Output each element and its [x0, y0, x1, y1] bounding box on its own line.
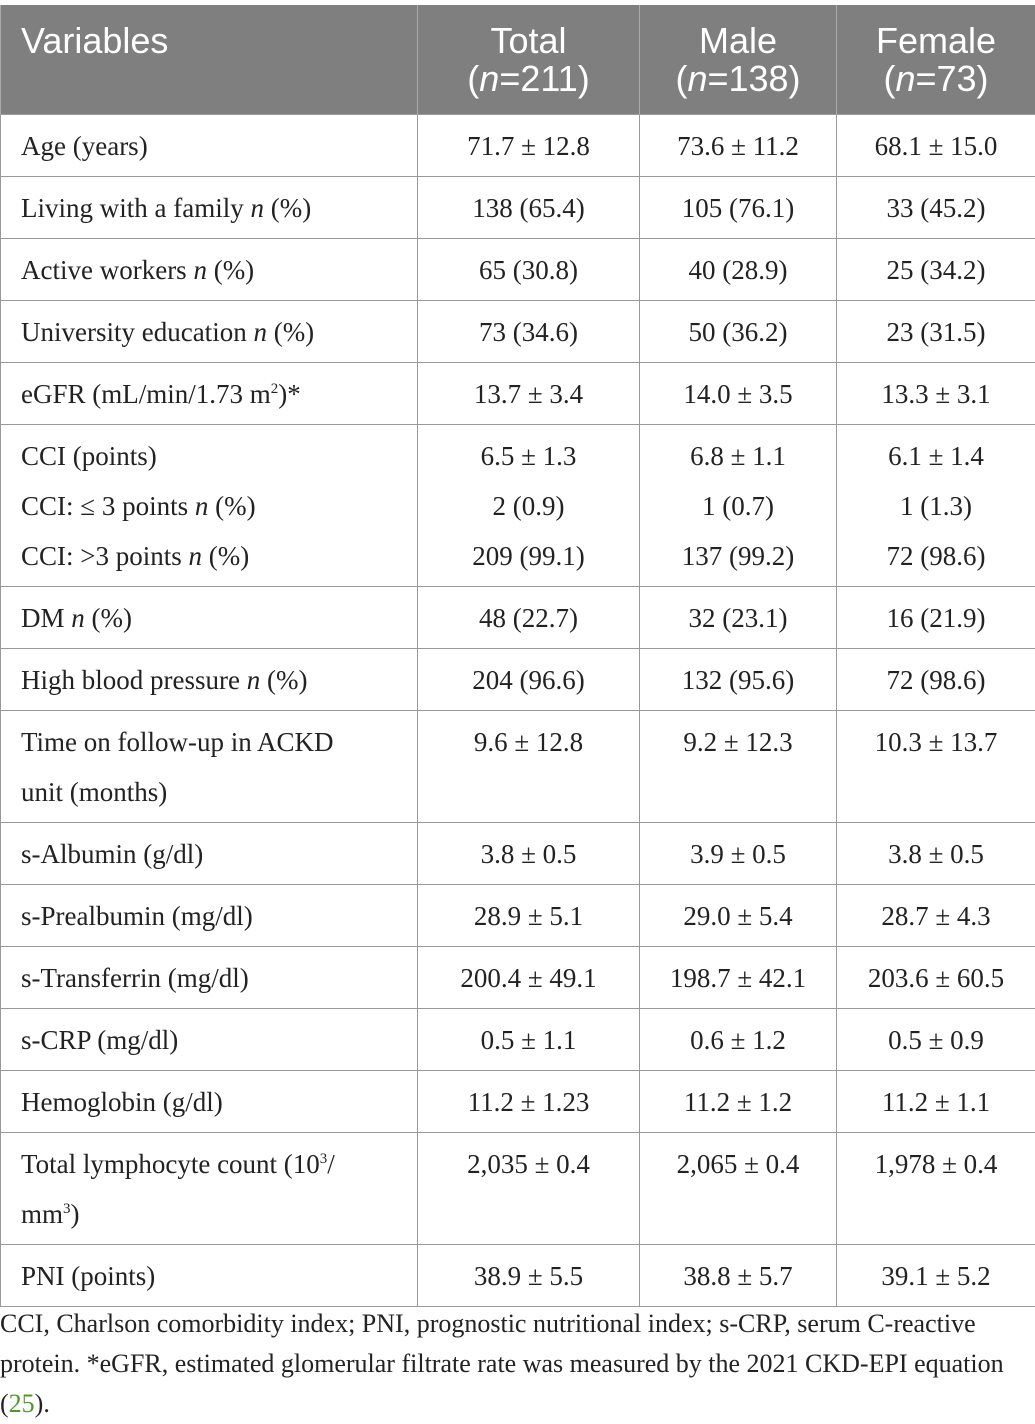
header-female	[837, 5, 1035, 115]
header-total-name: Total	[490, 19, 567, 61]
row-label: s-Transferrin (mg/dl)	[1, 947, 418, 1009]
cell-female: 28.7 ± 4.3	[837, 885, 1035, 947]
cell-female: 3.8 ± 0.5	[837, 823, 1035, 885]
cell-male: 40 (28.9)	[640, 239, 837, 301]
cell-male: 38.8 ± 5.7	[640, 1245, 837, 1307]
cell-total: 6.5 ± 1.3 2 (0.9) 209 (99.1)	[418, 425, 640, 587]
row-label: Active workers n (%)	[1, 239, 418, 301]
table-footnote	[0, 1304, 1030, 1424]
row-label: Time on follow-up in ACKD unit (months)	[1, 711, 418, 823]
cell-total: 204 (96.6)	[418, 649, 640, 711]
cell-total: 200.4 ± 49.1	[418, 947, 640, 1009]
cell-female: 25 (34.2)	[837, 239, 1035, 301]
table-row	[1, 425, 1035, 587]
cell-male: 73.6 ± 11.2	[640, 115, 837, 177]
cell-female: 72 (98.6)	[837, 649, 1035, 711]
cell-total: 9.6 ± 12.8	[418, 711, 640, 823]
row-label: University education n (%)	[1, 301, 418, 363]
cell-total: 38.9 ± 5.5	[418, 1245, 640, 1307]
cell-female: 33 (45.2)	[837, 177, 1035, 239]
cell-female: 23 (31.5)	[837, 301, 1035, 363]
header-male-name: Male	[698, 19, 778, 61]
table-row	[1, 1009, 1035, 1071]
cell-male: 2,065 ± 0.4	[640, 1133, 837, 1245]
row-label: Hemoglobin (g/dl)	[1, 1071, 418, 1133]
table-row	[1, 363, 1035, 425]
table-row	[1, 649, 1035, 711]
row-label: DM n (%)	[1, 587, 418, 649]
row-label: Living with a family n (%)	[1, 177, 418, 239]
table-row	[1, 947, 1035, 1009]
row-label: eGFR (mL/min/1.73 $m^2)*$	[1, 363, 418, 425]
cell-total: 13.7 ± 3.4	[418, 363, 640, 425]
cell-male: 32 (23.1)	[640, 587, 837, 649]
table-row	[1, 115, 1035, 177]
footnote-tail: ).	[34, 1389, 50, 1418]
cell-total: 71.7 ± 12.8	[418, 115, 640, 177]
cell-female: 39.1 ± 5.2	[837, 1245, 1035, 1307]
cell-male: 198.7 ± 42.1	[640, 947, 837, 1009]
cell-female: 16 (21.9)	[837, 587, 1035, 649]
footnote-text: CCI, Charlson comorbidity index; PNI, prognostic nutritional index; s-CRP, serum C-reactive protein. *eGFR, estimated glomerular filtrate rate was measured by the 2021 CKD-EPI equation (	[0, 1309, 1004, 1418]
cell-total: 11.2 ± 1.23	[418, 1071, 640, 1133]
header-male	[640, 5, 837, 115]
cell-female: 10.3 ± 13.7	[837, 711, 1035, 823]
cell-male: 6.8 ± 1.1 1 (0.7) 137 (99.2)	[640, 425, 837, 587]
row-label: CCI (points) CCI: ≤ 3 points n (%) CCI: >3 points n (%)	[1, 425, 418, 587]
cell-total: 28.9 ± 5.1	[418, 885, 640, 947]
cell-male: 50 (36.2)	[640, 301, 837, 363]
row-label: s-CRP (mg/dl)	[1, 1009, 418, 1071]
row-label: s-Albumin (g/dl)	[1, 823, 418, 885]
cell-total: 65 (30.8)	[418, 239, 640, 301]
cell-total: 73 (34.6)	[418, 301, 640, 363]
table-header	[1, 5, 1035, 115]
table-row	[1, 301, 1035, 363]
cell-total: 138 (65.4)	[418, 177, 640, 239]
header-variables: Variables	[1, 5, 418, 115]
table-row	[1, 177, 1035, 239]
table-row	[1, 711, 1035, 823]
cell-female: 203.6 ± 60.5	[837, 947, 1035, 1009]
cell-total: 2,035 ± 0.4	[418, 1133, 640, 1245]
row-label: Total lymphocyte count ($10^3/$ $mm^3$)	[1, 1133, 418, 1245]
cell-male: 9.2 ± 12.3	[640, 711, 837, 823]
row-label: s-Prealbumin (mg/dl)	[1, 885, 418, 947]
header-total	[418, 5, 640, 115]
cell-male: 29.0 ± 5.4	[640, 885, 837, 947]
reference-link[interactable]: 25	[8, 1389, 35, 1418]
header-male-count: (n=138)	[675, 57, 801, 99]
cell-female: 1,978 ± 0.4	[837, 1133, 1035, 1245]
table-row	[1, 1133, 1035, 1245]
cell-male: 0.6 ± 1.2	[640, 1009, 837, 1071]
row-label: High blood pressure n (%)	[1, 649, 418, 711]
table-row	[1, 1071, 1035, 1133]
table-row	[1, 239, 1035, 301]
cell-female: 6.1 ± 1.4 1 (1.3) 72 (98.6)	[837, 425, 1035, 587]
cell-female: 13.3 ± 3.1	[837, 363, 1035, 425]
header-female-count: (n=73)	[883, 57, 989, 99]
table-row	[1, 587, 1035, 649]
cell-total: 3.8 ± 0.5	[418, 823, 640, 885]
cell-male: 132 (95.6)	[640, 649, 837, 711]
cell-male: 11.2 ± 1.2	[640, 1071, 837, 1133]
cell-female: 0.5 ± 0.9	[837, 1009, 1035, 1071]
header-female-name: Female	[875, 19, 997, 61]
table-row	[1, 1245, 1035, 1307]
cell-total: 0.5 ± 1.1	[418, 1009, 640, 1071]
cell-female: 68.1 ± 15.0	[837, 115, 1035, 177]
cell-male: 14.0 ± 3.5	[640, 363, 837, 425]
cell-total: 48 (22.7)	[418, 587, 640, 649]
cell-female: 11.2 ± 1.1	[837, 1071, 1035, 1133]
header-total-count: (n=211)	[467, 57, 590, 99]
table-row	[1, 885, 1035, 947]
row-label: PNI (points)	[1, 1245, 418, 1307]
cell-male: 105 (76.1)	[640, 177, 837, 239]
characteristics-table	[0, 5, 1035, 1307]
row-label: Age (years)	[1, 115, 418, 177]
table-row	[1, 823, 1035, 885]
cell-male: 3.9 ± 0.5	[640, 823, 837, 885]
